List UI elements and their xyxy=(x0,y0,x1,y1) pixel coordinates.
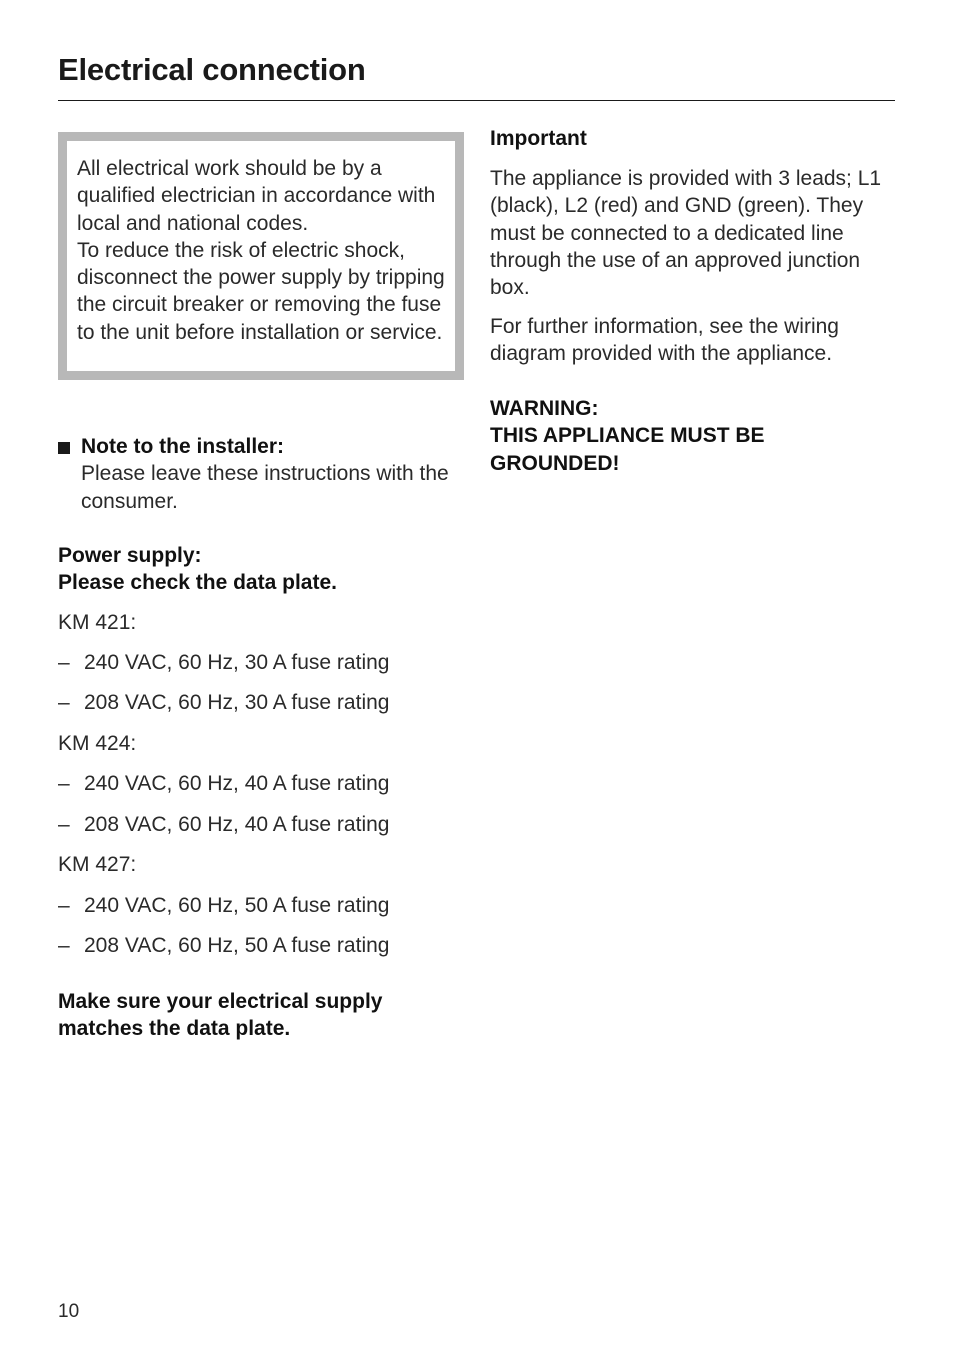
important-paragraph-2 xyxy=(490,313,900,368)
rating-text: 240 VAC, 60 Hz, 30 A fuse rating xyxy=(84,651,390,674)
warning-line-1: WARNING: xyxy=(490,397,599,420)
rating-text: 208 VAC, 60 Hz, 50 A fuse rating xyxy=(84,934,390,957)
dash-bullet: – xyxy=(58,691,70,714)
important-para-2-text: For further information, see the wiring diagram provided with the appliance. xyxy=(490,315,839,366)
important-para-1-text: The appliance is provided with 3 leads; L1 (black), L2 (red) and GND (green). They must be connected to a dedicated line through the use of an approved junction box. xyxy=(490,167,882,300)
warning-line-3: GROUNDED! xyxy=(490,451,620,475)
note-text: Please leave these instructions with the consumer. xyxy=(81,462,449,513)
rating-item xyxy=(58,691,389,715)
title-divider xyxy=(58,100,895,101)
square-bullet-icon xyxy=(58,442,70,454)
power-supply-heading xyxy=(58,542,478,597)
installer-note xyxy=(58,433,458,515)
grounding-warning xyxy=(490,395,900,477)
rating-item xyxy=(58,813,389,837)
warning-box-text-2: To reduce the risk of electric shock, disconnect the power supply by tripping the circuit breaker or removing the fuse to the unit before installation or service. xyxy=(77,238,445,344)
important-paragraph-1 xyxy=(490,165,900,301)
important-heading-text: Important xyxy=(490,127,587,150)
dash-bullet: – xyxy=(58,934,70,957)
dash-bullet: – xyxy=(58,651,70,674)
rating-item xyxy=(58,651,389,675)
power-heading-line-2: Please check the data plate. xyxy=(58,571,337,595)
rating-text: 208 VAC, 60 Hz, 30 A fuse rating xyxy=(84,691,390,714)
page-number: 10 xyxy=(58,1301,80,1322)
model-name: KM 427: xyxy=(58,853,137,876)
rating-item xyxy=(58,934,389,958)
dash-bullet: – xyxy=(58,772,70,795)
rating-item xyxy=(58,894,389,918)
model-name: KM 424: xyxy=(58,732,137,755)
dash-bullet: – xyxy=(58,813,70,836)
page-title: Electrical connection xyxy=(58,52,366,87)
dash-bullet: – xyxy=(58,894,70,917)
rating-text: 240 VAC, 60 Hz, 50 A fuse rating xyxy=(84,894,390,917)
warning-line-2: THIS APPLIANCE MUST BE xyxy=(490,424,765,448)
closing-line-1: Make sure your electrical supply xyxy=(58,990,383,1013)
closing-notice xyxy=(58,988,478,1043)
warning-box-text-1: All electrical work should be by a qualified electrician in accordance with local and national codes. xyxy=(77,157,436,235)
closing-line-2: matches the data plate. xyxy=(58,1017,291,1041)
rating-text: 240 VAC, 60 Hz, 40 A fuse rating xyxy=(84,772,390,795)
important-heading xyxy=(490,125,900,152)
safety-warning-box xyxy=(58,132,464,380)
rating-text: 208 VAC, 60 Hz, 40 A fuse rating xyxy=(84,813,390,836)
rating-item xyxy=(58,772,389,796)
model-name: KM 421: xyxy=(58,611,137,634)
power-heading-line-1: Power supply: xyxy=(58,544,202,567)
note-heading: Note to the installer: xyxy=(81,435,285,458)
